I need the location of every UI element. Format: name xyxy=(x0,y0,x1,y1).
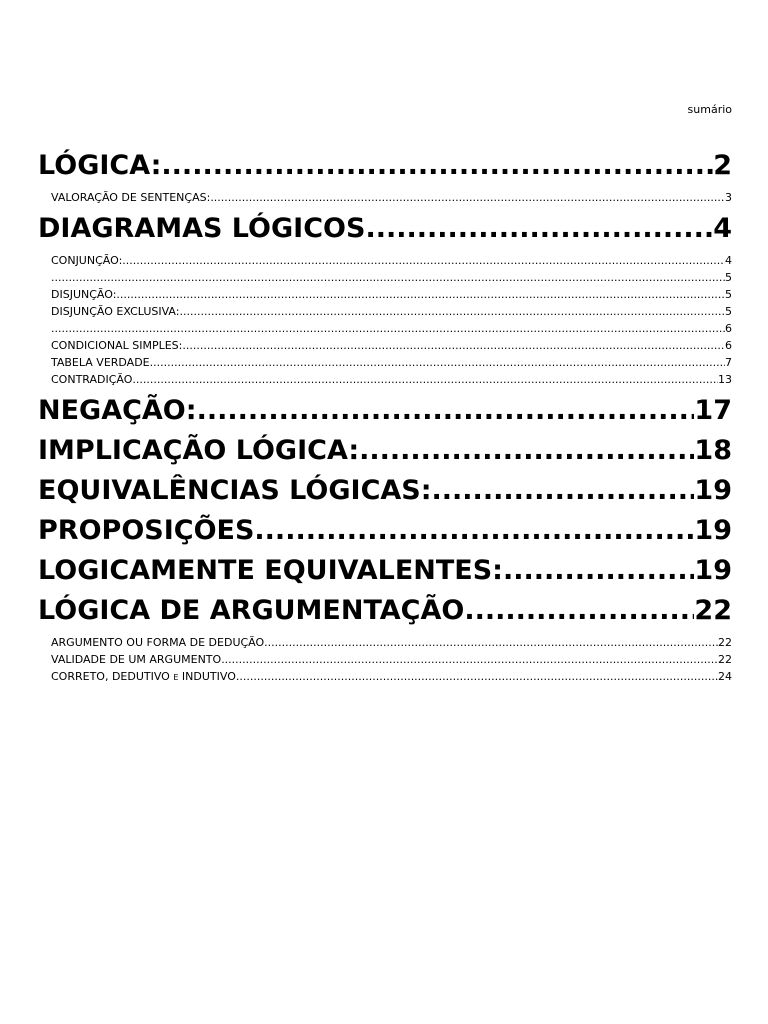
dot-leader xyxy=(51,269,725,286)
toc-entry-label: VALORAÇÃO DE SENTENÇAS: xyxy=(51,191,211,204)
toc-entry-label: DIAGRAMAS LÓGICOS xyxy=(38,213,366,244)
toc-entry-page: 2 xyxy=(713,150,732,181)
toc-entry-page: 22 xyxy=(718,653,732,666)
toc-entry-logica-de-argumentacao[interactable] xyxy=(38,594,732,628)
toc-entry-label-part: CORRETO, DEDUTIVO xyxy=(51,670,174,683)
toc-entry-unnamed-5[interactable] xyxy=(38,269,732,286)
page-header: sumário xyxy=(687,103,732,116)
dot-leader xyxy=(197,394,695,428)
toc-entry-page: 5 xyxy=(725,288,732,301)
toc-entry-label-part: INDUTIVO xyxy=(178,670,236,683)
toc-entry-page: 4 xyxy=(725,254,732,267)
table-of-contents xyxy=(38,143,732,685)
dot-leader xyxy=(254,514,694,548)
dot-leader xyxy=(464,594,694,628)
toc-entry-label: PROPOSIÇÕES xyxy=(38,515,255,546)
toc-entry-page: 5 xyxy=(725,305,732,318)
toc-entry-argumento[interactable] xyxy=(38,634,732,651)
toc-entry-page: 6 xyxy=(725,339,732,352)
toc-entry-label-small: E xyxy=(173,673,179,682)
dot-leader xyxy=(161,149,713,183)
toc-entry-page: 7 xyxy=(725,356,732,369)
dot-leader xyxy=(51,320,725,337)
toc-entry-logica[interactable] xyxy=(38,149,732,183)
toc-entry-label: ARGUMENTO OU FORMA DE DEDUÇÃO xyxy=(51,636,265,649)
toc-entry-label: CONTRADIÇÃO xyxy=(51,373,133,386)
dot-leader xyxy=(432,474,695,508)
dot-leader xyxy=(182,337,725,354)
toc-entry-label: DISJUNÇÃO EXCLUSIVA: xyxy=(51,305,180,318)
dot-leader xyxy=(150,354,725,371)
toc-entry-diagramas[interactable] xyxy=(38,212,732,246)
dot-leader xyxy=(210,189,725,206)
dot-leader xyxy=(236,668,718,685)
toc-entry-page: 24 xyxy=(718,670,732,683)
toc-entry-contradicao[interactable] xyxy=(38,371,732,388)
toc-entry-page: 6 xyxy=(725,322,732,335)
dot-leader xyxy=(179,303,725,320)
toc-entry-tabela-verdade[interactable] xyxy=(38,354,732,371)
toc-entry-label: LÓGICA: xyxy=(38,150,162,181)
dot-leader xyxy=(264,634,718,651)
toc-entry-page: 19 xyxy=(694,515,732,546)
toc-entry-equivalencias-logicas[interactable] xyxy=(38,474,732,508)
toc-entry-label: LOGICAMENTE EQUIVALENTES: xyxy=(38,555,503,586)
toc-entry-disjuncao[interactable] xyxy=(38,286,732,303)
toc-entry-implicacao-logica[interactable] xyxy=(38,434,732,468)
toc-entry-page: 5 xyxy=(725,271,732,284)
toc-entry-label: TABELA VERDADE xyxy=(51,356,150,369)
toc-entry-label: LÓGICA DE ARGUMENTAÇÃO xyxy=(38,595,465,626)
toc-entry-page: 22 xyxy=(694,595,732,626)
toc-entry-correto-dedutivo-indutivo[interactable] xyxy=(38,668,732,685)
toc-entry-logicamente-equivalentes[interactable] xyxy=(38,554,732,588)
toc-entry-condicional-simples[interactable] xyxy=(38,337,732,354)
toc-entry-page: 19 xyxy=(694,555,732,586)
toc-entry-label: IMPLICAÇÃO LÓGICA: xyxy=(38,435,360,466)
dot-leader xyxy=(221,651,718,668)
toc-entry-page: 17 xyxy=(694,395,732,426)
toc-entry-valoracao[interactable] xyxy=(38,189,732,206)
dot-leader xyxy=(359,434,694,468)
toc-entry-disjuncao-exclusiva[interactable] xyxy=(38,303,732,320)
toc-entry-label: VALIDADE DE UM ARGUMENTO xyxy=(51,653,222,666)
toc-entry-page: 13 xyxy=(718,373,732,386)
toc-entry-validade[interactable] xyxy=(38,651,732,668)
dot-leader xyxy=(116,286,725,303)
toc-entry-page: 4 xyxy=(713,213,732,244)
toc-entry-page: 3 xyxy=(725,191,732,204)
toc-entry-label: CONJUNÇÃO: xyxy=(51,254,123,267)
toc-entry-negacao[interactable] xyxy=(38,394,732,428)
toc-entry-page: 22 xyxy=(718,636,732,649)
toc-entry-label: NEGAÇÃO: xyxy=(38,395,197,426)
toc-entry-page: 19 xyxy=(694,475,732,506)
document-page xyxy=(38,0,732,1024)
toc-entry-page: 18 xyxy=(694,435,732,466)
toc-entry-label: CONDICIONAL SIMPLES: xyxy=(51,339,183,352)
dot-leader xyxy=(132,371,718,388)
toc-entry-conjuncao[interactable] xyxy=(38,252,732,269)
toc-entry-proposicoes[interactable] xyxy=(38,514,732,548)
toc-entry-label: EQUIVALÊNCIAS LÓGICAS: xyxy=(38,475,432,506)
toc-entry-label: DISJUNÇÃO: xyxy=(51,288,117,301)
dot-leader xyxy=(365,212,713,246)
toc-entry-unnamed-6[interactable] xyxy=(38,320,732,337)
toc-entry-label xyxy=(51,668,236,685)
dot-leader xyxy=(122,252,725,269)
dot-leader xyxy=(503,554,694,588)
